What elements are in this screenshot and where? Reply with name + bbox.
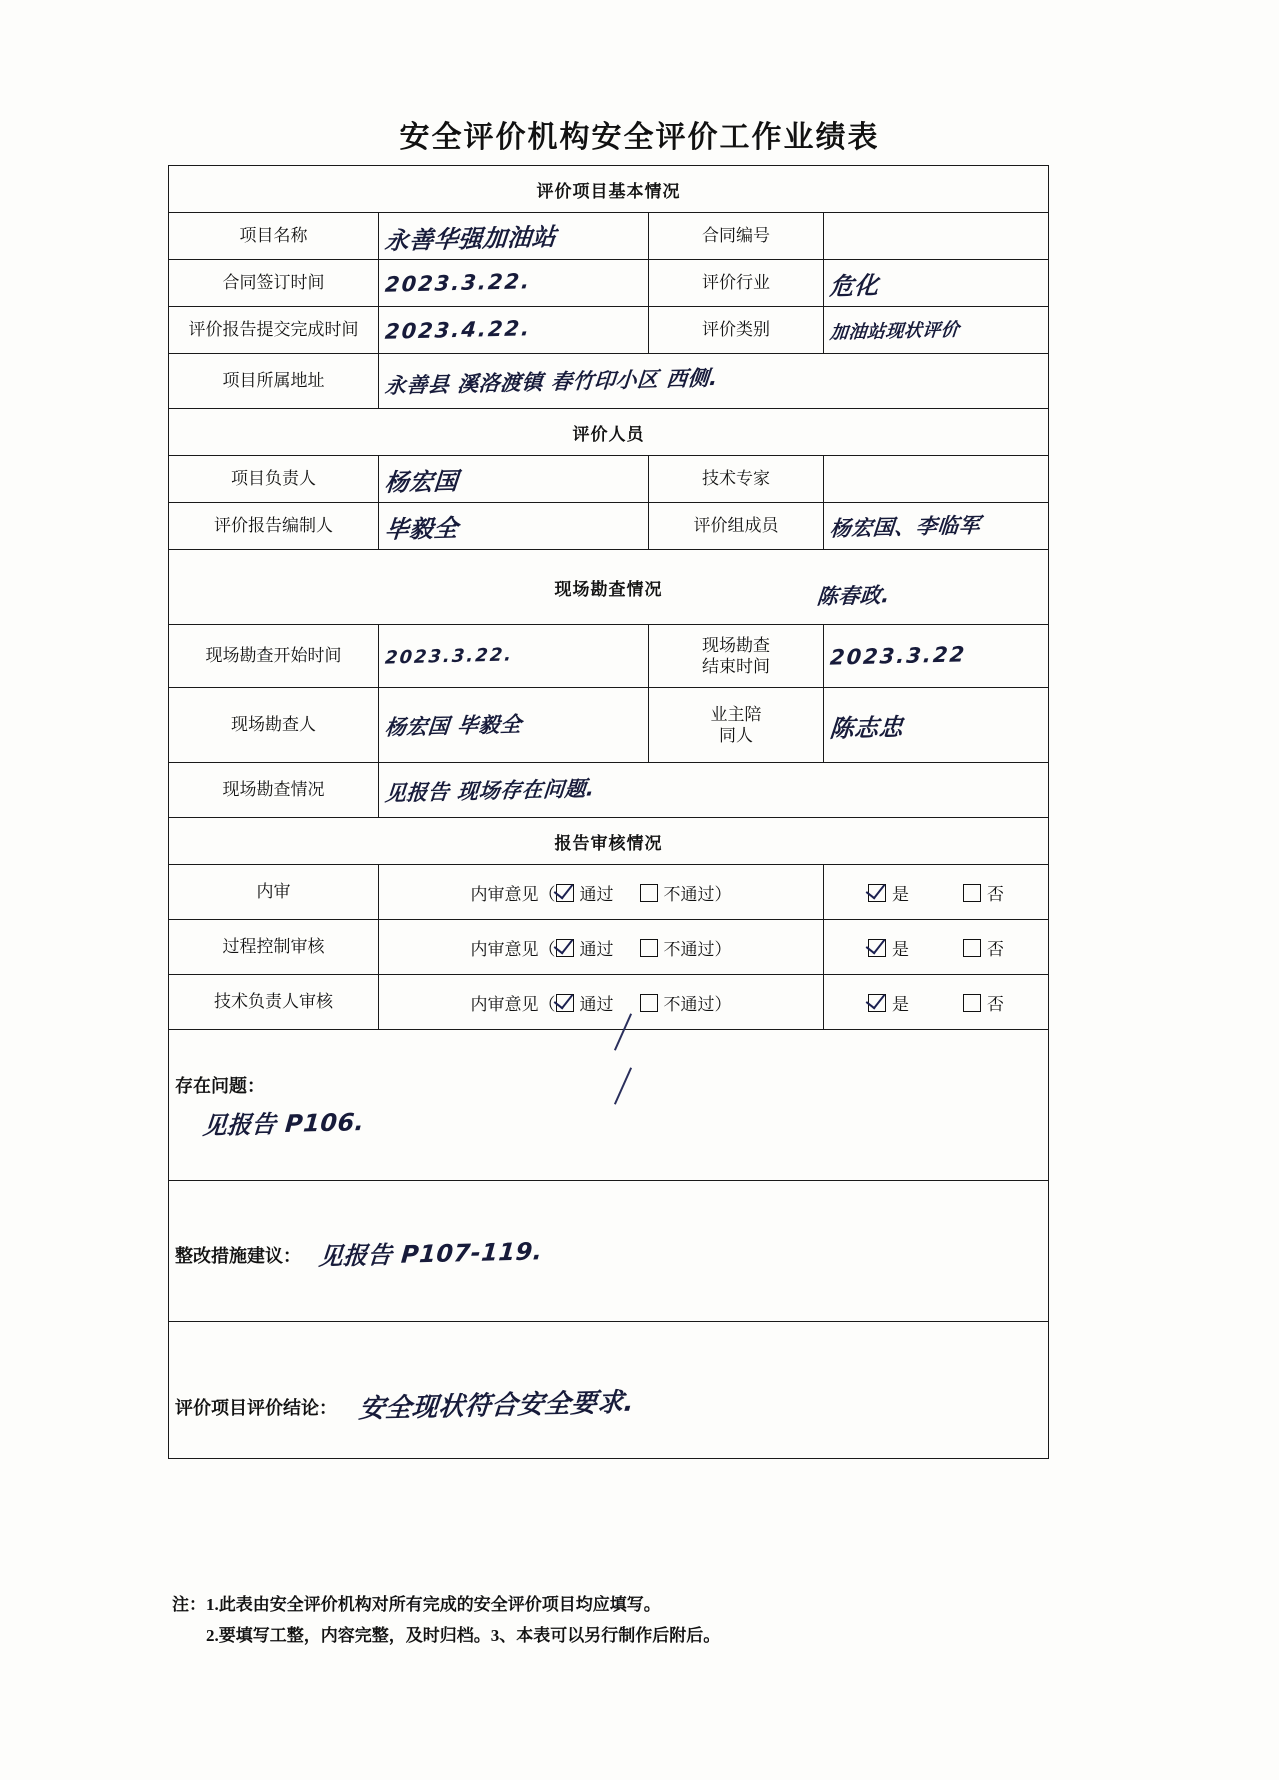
field-conclusion[interactable]: [169, 1322, 1049, 1459]
field-project-leader[interactable]: [379, 456, 649, 503]
section-survey-title: [169, 550, 1049, 625]
label-eval-category: 评价类别: [649, 307, 824, 354]
footnote-line-2: 2.要填写工整，内容完整，及时归档。3、本表可以另行制作后附后。: [206, 1625, 721, 1645]
checkbox-tech-no[interactable]: [963, 994, 981, 1012]
handwriting-owner-escort: 陈志忠: [828, 712, 905, 743]
label-project-name: 项目名称: [169, 213, 379, 260]
label-fail: 不通过: [663, 939, 715, 959]
section-staff-title: 评价人员: [169, 409, 1049, 456]
field-survey-result[interactable]: [379, 763, 1049, 818]
label-no: 否: [987, 939, 1004, 959]
field-corrections[interactable]: [169, 1181, 1049, 1322]
label-process-audit: 过程控制审核: [169, 920, 379, 975]
tech-lead-audit-opinion[interactable]: [379, 975, 824, 1030]
handwriting-corrections: 见报告 P107-119.: [317, 1236, 544, 1271]
checkbox-internal-yes[interactable]: [868, 884, 886, 902]
label-fail: 不通过: [663, 994, 715, 1014]
table-row: [169, 213, 1049, 260]
field-survey-end[interactable]: [824, 625, 1049, 688]
section-survey-label: 现场勘查情况: [554, 579, 663, 599]
tech-lead-audit-yesno[interactable]: [824, 975, 1049, 1030]
label-survey-end-line2: 结束时间: [702, 657, 770, 676]
checkbox-process-yes[interactable]: [868, 939, 886, 957]
checkbox-tech-yes[interactable]: [868, 994, 886, 1012]
label-survey-end: [649, 625, 824, 688]
field-issues[interactable]: [169, 1030, 1049, 1181]
field-industry[interactable]: [824, 260, 1049, 307]
table-row: [169, 625, 1049, 688]
opinion-suffix: ）: [714, 994, 732, 1014]
handwriting-conclusion: 安全现状符合安全要求.: [357, 1387, 636, 1424]
handwriting-survey-end: 2023.3.22: [829, 642, 968, 670]
label-pass: 通过: [579, 994, 614, 1014]
table-row: [169, 1322, 1049, 1459]
table-row: [169, 975, 1049, 1030]
table-row: [169, 260, 1049, 307]
checkbox-internal-pass[interactable]: [556, 884, 574, 902]
internal-audit-opinion[interactable]: [379, 865, 824, 920]
table-row: [169, 307, 1049, 354]
label-pass: 通过: [579, 884, 614, 904]
performance-form: [168, 165, 1049, 1459]
label-internal-audit: 内审: [169, 865, 379, 920]
label-conclusion: 评价项目评价结论：: [175, 1397, 337, 1418]
handwriting-report-author: 毕毅全: [383, 513, 460, 544]
label-project-leader: 项目负责人: [169, 456, 379, 503]
handwriting-eval-category: 加油站现状评价: [829, 319, 961, 344]
table-row: [169, 456, 1049, 503]
field-owner-escort[interactable]: [824, 688, 1049, 763]
opinion-prefix: 内审意见（: [470, 994, 556, 1014]
label-eval-team: 评价组成员: [649, 503, 824, 550]
page-title: 安全评价机构安全评价工作业绩表: [399, 121, 880, 154]
checkbox-process-pass[interactable]: [556, 939, 574, 957]
label-tech-lead-audit: 技术负责人审核: [169, 975, 379, 1030]
field-project-name[interactable]: [379, 213, 649, 260]
table-row: [169, 1181, 1049, 1322]
label-report-submit-date: 评价报告提交完成时间: [169, 307, 379, 354]
opinion-prefix: 内审意见（: [470, 939, 556, 959]
checkbox-process-fail[interactable]: [640, 939, 658, 957]
label-project-address: 项目所属地址: [169, 354, 379, 409]
field-surveyor[interactable]: [379, 688, 649, 763]
field-eval-team[interactable]: [824, 503, 1049, 550]
handwriting-survey-result: 见报告 现场存在问题.: [383, 776, 596, 806]
label-corrections: 整改措施建议：: [175, 1245, 301, 1266]
field-survey-start[interactable]: [379, 625, 649, 688]
label-fail: 不通过: [663, 884, 715, 904]
label-contract-date: 合同签订时间: [169, 260, 379, 307]
handwriting-eval-team-line2: 陈春政.: [815, 583, 891, 609]
table-row: [169, 503, 1049, 550]
label-no: 否: [987, 994, 1004, 1014]
label-surveyor: 现场勘查人: [169, 688, 379, 763]
label-yes: 是: [892, 939, 909, 959]
opinion-suffix: ）: [714, 939, 732, 959]
opinion-suffix: ）: [714, 884, 732, 904]
table-row: [169, 409, 1049, 456]
field-contract-date[interactable]: [379, 260, 649, 307]
handwriting-industry: 危化: [828, 270, 880, 301]
checkbox-tech-fail[interactable]: [640, 994, 658, 1012]
table-row: [169, 166, 1049, 213]
internal-audit-yesno[interactable]: [824, 865, 1049, 920]
handwriting-eval-team: 杨宏国、李临军: [828, 513, 982, 541]
table-row: [169, 1030, 1049, 1181]
checkbox-internal-no[interactable]: [963, 884, 981, 902]
label-survey-result: 现场勘查情况: [169, 763, 379, 818]
label-owner-escort-line2: 同人: [719, 726, 753, 745]
field-report-submit-date[interactable]: [379, 307, 649, 354]
field-project-address[interactable]: [379, 354, 1049, 409]
field-report-author[interactable]: [379, 503, 649, 550]
table-row: [169, 763, 1049, 818]
table-row: [169, 550, 1049, 625]
handwriting-report-submit-date: 2023.4.22.: [384, 316, 533, 344]
process-audit-yesno[interactable]: [824, 920, 1049, 975]
table-row: [169, 865, 1049, 920]
section-basic-title: 评价项目基本情况: [169, 166, 1049, 213]
handwriting-project-address: 永善县 溪洛渡镇 春竹印小区 西侧.: [384, 365, 719, 399]
handwriting-project-name: 永善华强加油站: [383, 222, 558, 255]
label-owner-escort: [649, 688, 824, 763]
handwriting-issues: 见报告 P106.: [201, 1107, 366, 1140]
handwriting-survey-start: 2023.3.22.: [384, 643, 515, 669]
label-industry: 评价行业: [649, 260, 824, 307]
label-yes: 是: [892, 994, 909, 1014]
checkbox-internal-fail[interactable]: [640, 884, 658, 902]
table-row: [169, 354, 1049, 409]
label-yes: 是: [892, 884, 909, 904]
process-audit-opinion[interactable]: [379, 920, 824, 975]
table-row: [169, 818, 1049, 865]
field-eval-category[interactable]: [824, 307, 1049, 354]
handwriting-surveyor: 杨宏国 毕毅全: [383, 712, 523, 740]
opinion-prefix: 内审意见（: [470, 884, 556, 904]
label-survey-start: 现场勘查开始时间: [169, 625, 379, 688]
field-contract-no[interactable]: [824, 213, 1049, 260]
label-owner-escort-line1: 业主陪: [710, 704, 762, 724]
checkbox-tech-pass[interactable]: [556, 994, 574, 1012]
label-pass: 通过: [579, 939, 614, 959]
footnote-line-1: 注：1.此表由安全评价机构对所有完成的安全评价项目均应填写。: [172, 1595, 661, 1614]
checkbox-process-no[interactable]: [963, 939, 981, 957]
label-no: 否: [987, 884, 1004, 904]
table-row: [169, 688, 1049, 763]
label-contract-no: 合同编号: [649, 213, 824, 260]
handwriting-project-leader: 杨宏国: [383, 466, 460, 497]
label-survey-end-line1: 现场勘查: [702, 635, 770, 655]
footnotes: [172, 1590, 1072, 1651]
handwriting-contract-date: 2023.3.22.: [384, 269, 533, 297]
field-tech-expert[interactable]: [824, 456, 1049, 503]
table-row: [169, 920, 1049, 975]
label-tech-expert: 技术专家: [649, 456, 824, 503]
label-report-author: 评价报告编制人: [169, 503, 379, 550]
label-issues: 存在问题：: [175, 1075, 265, 1096]
section-review-title: 报告审核情况: [169, 818, 1049, 865]
